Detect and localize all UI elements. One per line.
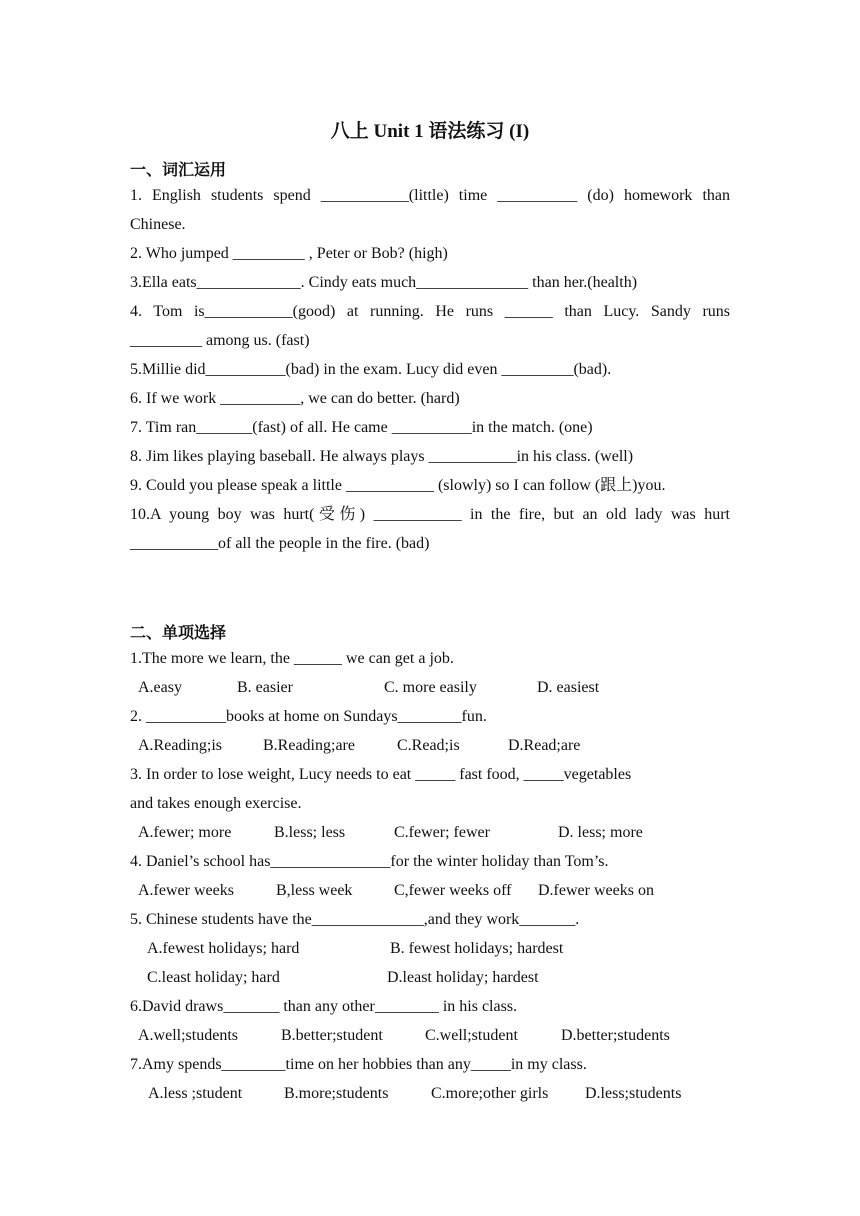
option-c: C.well;student [425,1027,518,1044]
mc-question-6: 6.David draws_______ than any other________ in his class. [130,998,518,1015]
option-b: B.less; less [274,824,346,841]
option-c: C.Read;is [397,737,460,754]
option-b: B.more;students [284,1085,389,1102]
option-a: A.easy [138,679,182,696]
option-c: C.more;other girls [431,1085,549,1102]
mc-question-2: 2. __________books at home on Sundays________fun. [130,708,487,725]
option-a: A.Reading;is [138,737,222,754]
option-d: D.Read;are [508,737,581,754]
mc-question-3: 3. In order to lose weight, Lucy needs to eat _____ fast food, _____vegetables [130,766,632,783]
mc-question-5: 5. Chinese students have the______________,and they work_______. [130,911,580,928]
question-line: 6. If we work __________, we can do better. (hard) [130,390,460,407]
page-title: 八上 Unit 1 语法练习 (I) [330,121,530,142]
mc-question-1: 1.The more we learn, the ______ we can get a job. [130,650,454,667]
question-line: 3.Ella eats_____________. Cindy eats much______________ than her.(health) [130,274,638,291]
option-c: C. more easily [384,679,477,696]
option-b: B,less week [276,882,353,899]
question-line: _________ among us. (fast) [130,332,310,349]
option-b: B.Reading;are [263,737,355,754]
option-d: D.better;students [561,1027,670,1044]
option-c: C.least holiday; hard [147,969,280,986]
mc-question-3-cont: and takes enough exercise. [130,795,302,812]
section-heading-vocabulary: 一、词汇运用 [130,160,227,179]
question-line: 5.Millie did__________(bad) in the exam. Lucy did even _________(bad). [130,361,612,378]
option-c: C.fewer; fewer [394,824,490,841]
option-a: A.fewer; more [138,824,232,841]
option-a: A.well;students [138,1027,238,1044]
question-line: Chinese. [130,216,186,233]
option-a: A.fewer weeks [138,882,234,899]
question-line: ___________of all the people in the fire. (bad) [130,535,430,552]
option-d: D.fewer weeks on [538,882,654,899]
option-d: D.least holiday; hardest [387,969,539,986]
question-line: 4. Tom is___________(good) at running. He runs ______ than Lucy. Sandy runs [130,303,730,320]
mc-question-4: 4. Daniel’s school has_______________for the winter holiday than Tom’s. [130,853,609,870]
option-d: D. less; more [558,824,643,841]
option-c: C,fewer weeks off [394,882,512,899]
option-b: B.better;student [281,1027,383,1044]
option-a: A.less ;student [148,1085,243,1102]
option-d: D.less;students [585,1085,682,1102]
mc-question-7: 7.Amy spends________time on her hobbies than any_____in my class. [130,1056,587,1073]
option-d: D. easiest [537,679,600,696]
option-b: B. easier [237,679,293,696]
question-line: 1. English students spend ___________(little) time __________ (do) homework than [130,187,730,204]
option-a: A.fewest holidays; hard [147,940,300,957]
question-line: 10.A young boy was hurt(受伤) ___________ in the fire, but an old lady was hurt [130,506,730,523]
question-line: 8. Jim likes playing baseball. He always plays ___________in his class. (well) [130,448,634,465]
question-line: 7. Tim ran_______(fast) of all. He came __________in the match. (one) [130,419,593,436]
section-heading-multiple-choice: 二、单项选择 [130,623,227,642]
question-line: 2. Who jumped _________ , Peter or Bob? (high) [130,245,448,262]
option-b: B. fewest holidays; hardest [390,940,564,957]
question-line: 9. Could you please speak a little ___________ (slowly) so I can follow (跟上)you. [130,477,666,494]
